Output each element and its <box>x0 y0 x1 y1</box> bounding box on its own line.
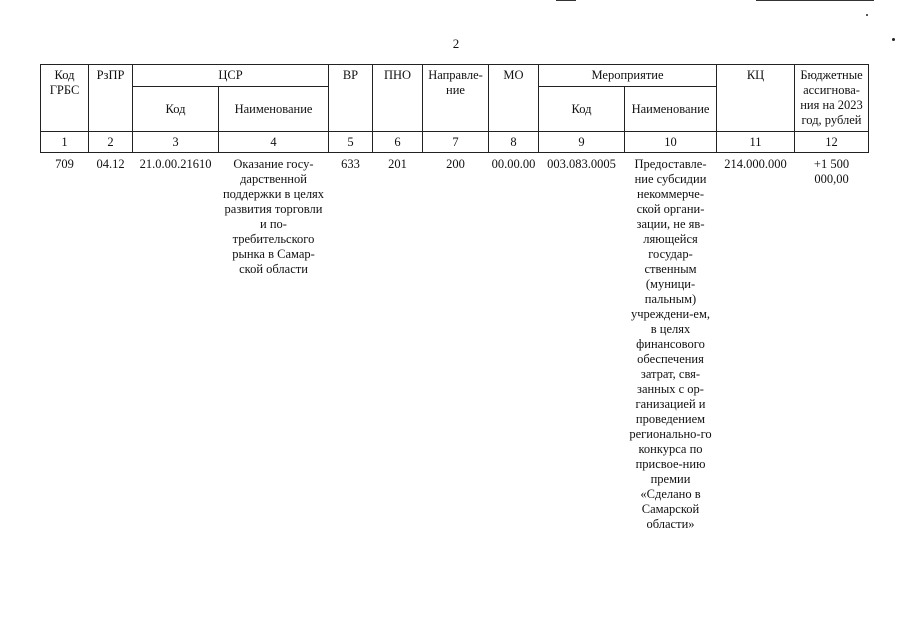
column-number: 5 <box>329 132 373 153</box>
column-number: 7 <box>423 132 489 153</box>
header-napravlenie: Направле-ние <box>423 65 489 132</box>
cell-csr-kod: 21.0.00.21610 <box>139 157 212 171</box>
header-meropriyatie: Мероприятие <box>539 65 717 87</box>
header-rzpr: РзПР <box>89 65 133 132</box>
header-mer-kod: Код <box>539 87 625 132</box>
column-number: 12 <box>795 132 869 153</box>
header-csr-kod: Код <box>133 87 219 132</box>
column-number: 1 <box>41 132 89 153</box>
header-csr: ЦСР <box>133 65 329 87</box>
cell-kod-grbs: 709 <box>55 157 74 171</box>
scan-artifact-line <box>556 0 576 1</box>
header-kc: КЦ <box>717 65 795 132</box>
cell-vr: 633 <box>341 157 360 171</box>
column-number: 9 <box>539 132 625 153</box>
cell-csr-name: Оказание госу-дарственной поддержки в целях развития торговли и по-требительского рынка в Самар-ской области <box>222 157 325 276</box>
header-kod-grbs: Код ГРБС <box>41 65 89 132</box>
cell-napravlenie: 200 <box>446 157 465 171</box>
column-number: 6 <box>373 132 423 153</box>
cell-mer-name: Предоставле-ние субсидии некоммерче-ской органи-зации, не яв-ляющейся государ-ственным (муници-пальным) учреждени-ем, в целях финансового обеспечения затрат, свя-занных с ор-ганизацией и проведением регионально-го конкурса по присвое-нию премии «Сделано в Самарской области» <box>629 157 712 531</box>
cell-rzpr: 04.12 <box>96 157 125 171</box>
cell-mo: 00.00.00 <box>491 157 536 171</box>
cell-pno: 201 <box>388 157 407 171</box>
column-number: 11 <box>717 132 795 153</box>
header-pno: ПНО <box>373 65 423 132</box>
header-mer-name: Наименование <box>625 87 717 132</box>
page-number: 2 <box>452 36 460 51</box>
scan-artifact-line <box>756 0 874 1</box>
header-mo: МО <box>489 65 539 132</box>
table-row <box>41 153 869 536</box>
header-csr-name: Наименование <box>219 87 329 132</box>
cell-mer-kod: 003.083.0005 <box>547 157 616 171</box>
header-vr: ВР <box>329 65 373 132</box>
budget-table <box>40 64 869 535</box>
column-number: 4 <box>219 132 329 153</box>
header-budget: Бюджетные ассигнова-ния на 2023 год, рублей <box>795 65 869 132</box>
column-number: 2 <box>89 132 133 153</box>
column-numbers-row <box>41 132 869 153</box>
cell-kc: 214.000.000 <box>724 157 787 171</box>
scan-artifact-speck <box>866 14 868 16</box>
cell-budget: +1 500 000,00 <box>813 157 850 186</box>
column-number: 3 <box>133 132 219 153</box>
column-number: 8 <box>489 132 539 153</box>
column-number: 10 <box>625 132 717 153</box>
